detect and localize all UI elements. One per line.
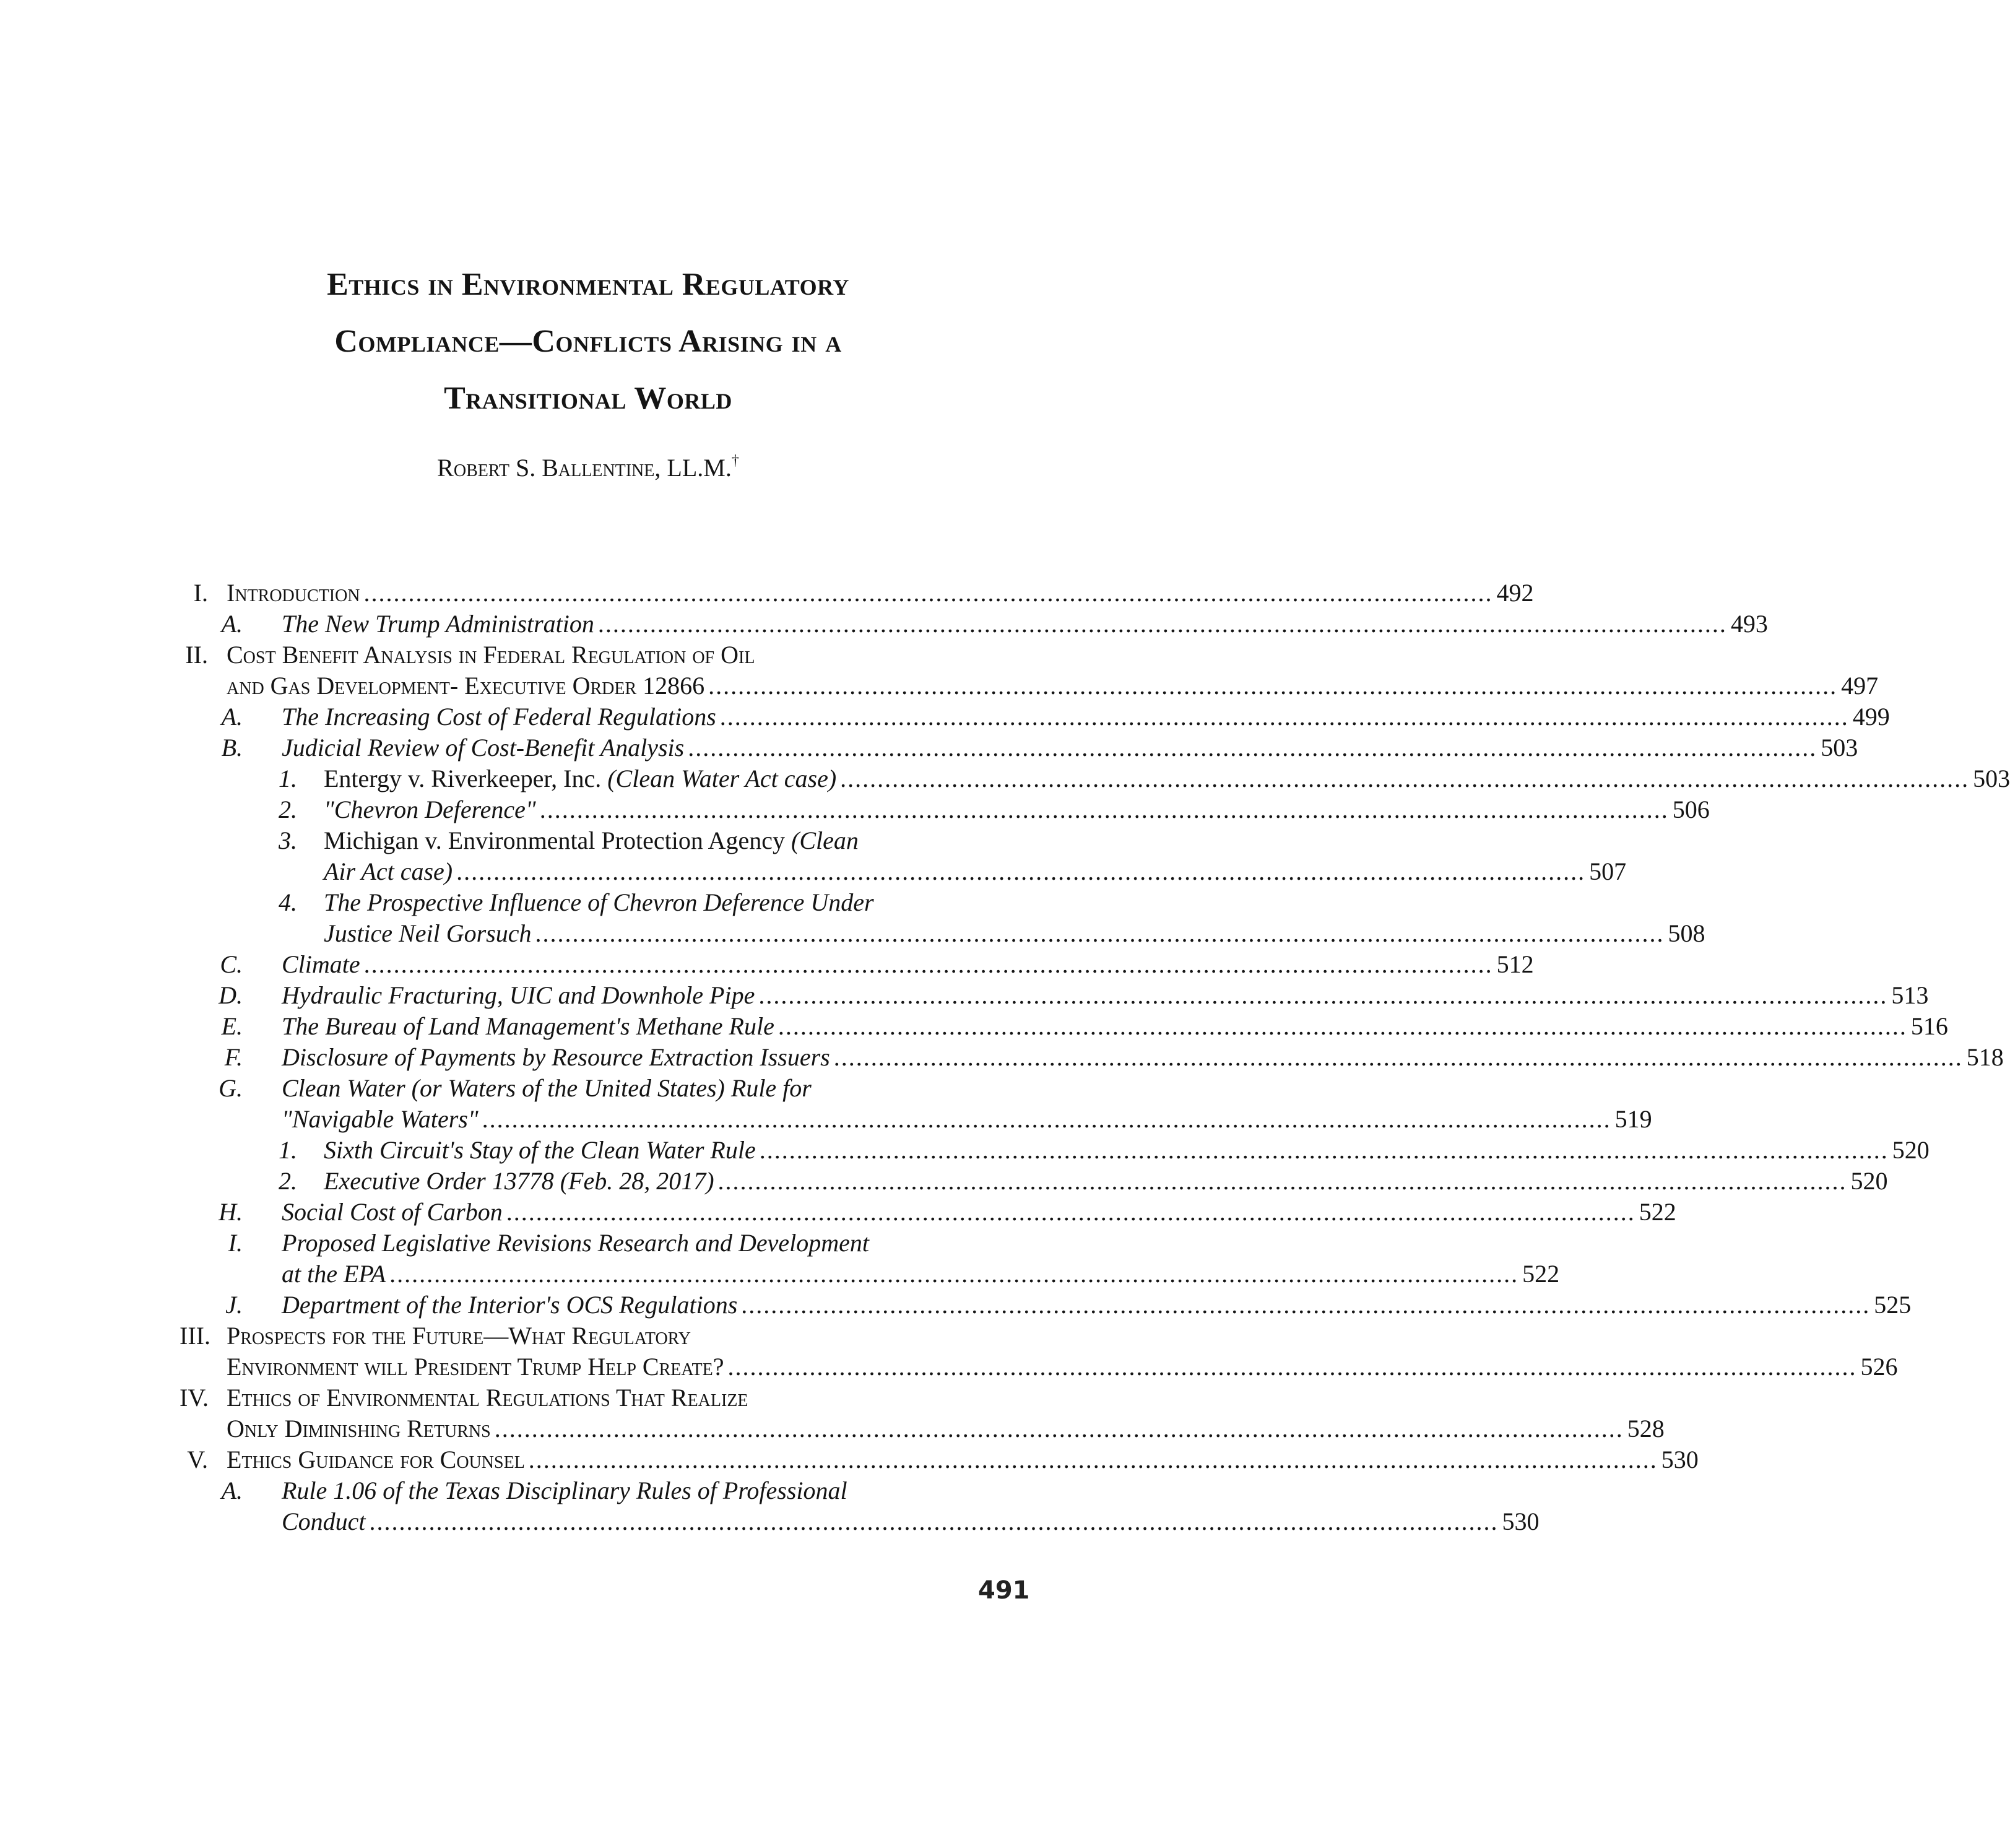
toc-text-italic: (Clean Water Act case): [607, 765, 837, 792]
toc-number: A.: [221, 610, 243, 638]
toc-number: D.: [219, 981, 243, 1009]
toc-text: The Prospective Influence of Chevron Deference Under: [324, 888, 874, 916]
toc-page: 499: [1852, 703, 1890, 731]
toc-page: 530: [1502, 1507, 1540, 1535]
toc-text: The Increasing Cost of Federal Regulations: [282, 703, 716, 731]
toc-number: 3.: [279, 826, 297, 854]
toc-text: Cost Benefit Analysis in Federal Regulation of Oil: [227, 641, 755, 669]
toc-number: 1.: [279, 765, 297, 792]
toc-text: Clean Water (or Waters of the United States) Rule for: [282, 1074, 812, 1102]
toc-leader: ........................................................................................................................................................: [597, 610, 1727, 638]
toc-page: 518: [1966, 1043, 2004, 1071]
toc-leader: ........................................................................................................................................................: [688, 734, 1817, 761]
toc-text-continued: Environment will President Trump Help Create?: [227, 1353, 724, 1381]
toc-page: 507: [1589, 857, 1627, 885]
toc-leader: ........................................................................................................................................................: [778, 1012, 1907, 1040]
toc-number: 2.: [279, 1167, 297, 1195]
toc-page: 522: [1522, 1260, 1560, 1288]
toc-leader: ........................................................................................................................................................: [719, 703, 1849, 731]
toc-page: 493: [1730, 610, 1768, 638]
toc-number: III.: [180, 1322, 210, 1350]
toc-text-continued: and Gas Development- Executive Order 12866: [227, 672, 705, 700]
toc-leader: ........................................................................................................................................................: [833, 1043, 1963, 1071]
toc-page: 503: [1821, 734, 1858, 761]
toc-page: 506: [1672, 796, 1710, 823]
toc-leader: ........................................................................................................................................................: [727, 1353, 1857, 1381]
toc-number: G.: [219, 1074, 243, 1102]
toc-text: Michigan v. Environmental Protection Agency: [324, 826, 792, 854]
toc-leader: ........................................................................................................................................................: [369, 1507, 1499, 1535]
toc-leader: ........................................................................................................................................................: [389, 1260, 1519, 1288]
toc-number: J.: [225, 1291, 243, 1319]
toc-leader: ........................................................................................................................................................: [494, 1415, 1624, 1442]
toc-number: B.: [221, 734, 243, 761]
toc-number: A.: [221, 703, 243, 731]
toc-text: Hydraulic Fracturing, UIC and Downhole Pipe: [282, 981, 755, 1009]
toc-text: "Chevron Deference": [324, 796, 536, 823]
toc-page: 520: [1892, 1136, 1930, 1164]
toc-text-continued: "Navigable Waters": [282, 1105, 479, 1133]
toc-page: 513: [1891, 981, 1929, 1009]
toc-page: 528: [1627, 1415, 1665, 1442]
toc-text: Introduction: [227, 579, 360, 607]
toc-text: Disclosure of Payments by Resource Extraction Issuers: [282, 1043, 830, 1071]
toc-page: 526: [1860, 1353, 1898, 1381]
toc-leader: ........................................................................................................................................................: [528, 1446, 1658, 1473]
toc-text: Ethics Guidance for Counsel: [227, 1446, 525, 1473]
toc-text-continued: Air Act case): [324, 857, 453, 885]
toc-leader: ........................................................................................................................................................: [506, 1198, 1635, 1226]
toc-text: Ethics of Environmental Regulations That Realize: [227, 1384, 748, 1412]
toc-page: 508: [1668, 919, 1705, 947]
toc-leader: ........................................................................................................................................................: [363, 950, 1493, 978]
toc-number: C.: [220, 950, 243, 978]
toc-page: 520: [1850, 1167, 1888, 1195]
toc-text: Judicial Review of Cost-Benefit Analysis: [282, 734, 685, 761]
toc-text: The New Trump Administration: [282, 610, 594, 638]
toc-leader: ........................................................................................................................................................: [456, 857, 1586, 885]
toc-leader: ........................................................................................................................................................: [741, 1291, 1871, 1319]
toc-page: 512: [1496, 950, 1534, 978]
toc-number: I.: [193, 579, 208, 607]
toc-leader: ........................................................................................................................................................: [759, 1136, 1889, 1164]
toc-page: 519: [1614, 1105, 1652, 1133]
toc-number: E.: [221, 1012, 243, 1040]
toc-leader: ........................................................................................................................................................: [758, 981, 1888, 1009]
toc-text: Proposed Legislative Revisions Research and Development: [282, 1229, 870, 1257]
toc-leader: ........................................................................................................................................................: [717, 1167, 1847, 1195]
toc-number: A.: [221, 1477, 243, 1504]
toc-leader: ........................................................................................................................................................: [708, 672, 1838, 700]
toc-leader: ........................................................................................................................................................: [539, 796, 1669, 823]
toc-page: 492: [1496, 579, 1534, 607]
toc-number: I.: [228, 1229, 243, 1257]
toc-text: Prospects for the Future—What Regulatory: [227, 1322, 691, 1350]
toc-number: F.: [224, 1043, 243, 1071]
toc-number: IV.: [180, 1384, 209, 1412]
toc-text-continued: Justice Neil Gorsuch: [324, 919, 532, 947]
toc-number: V.: [187, 1446, 208, 1473]
toc-page: 530: [1661, 1446, 1699, 1473]
toc-text: Department of the Interior's OCS Regulations: [282, 1291, 738, 1319]
title-line-1: Ethics in Environmental Regulatory: [327, 267, 849, 302]
toc-leader: ........................................................................................................................................................: [840, 765, 1970, 792]
toc-number: 4.: [279, 888, 297, 916]
author-footnote-mark: †: [731, 452, 739, 469]
page-number: 491: [978, 1576, 1030, 1605]
title-line-2: Compliance—Conflicts Arising in a: [334, 324, 842, 359]
toc-text: Climate: [282, 950, 360, 978]
toc-text: Social Cost of Carbon: [282, 1198, 503, 1226]
toc-number: 1.: [279, 1136, 297, 1164]
toc-text-continued: at the EPA: [282, 1260, 386, 1288]
toc-text: Entergy v. Riverkeeper, Inc.: [324, 765, 608, 792]
toc-number: H.: [219, 1198, 243, 1226]
toc-page: 525: [1874, 1291, 1912, 1319]
toc-text-continued: Conduct: [282, 1507, 366, 1535]
toc-leader: ........................................................................................................................................................: [363, 579, 1493, 607]
toc-page: 516: [1910, 1012, 1948, 1040]
toc-page: 497: [1841, 672, 1879, 700]
toc-text-continued: Only Diminishing Returns: [227, 1415, 491, 1442]
title-line-3: Transitional World: [444, 381, 732, 416]
author-name: Robert S. Ballentine, LL.M.: [437, 454, 732, 482]
toc-leader: ........................................................................................................................................................: [482, 1105, 1611, 1133]
toc-number: II.: [185, 641, 208, 669]
toc-text: Sixth Circuit's Stay of the Clean Water Rule: [324, 1136, 756, 1164]
toc-text-italic: (Clean: [791, 826, 859, 854]
toc-number: 2.: [279, 796, 297, 823]
toc-text: The Bureau of Land Management's Methane Rule: [282, 1012, 774, 1040]
toc-text: Rule 1.06 of the Texas Disciplinary Rules of Professional: [282, 1477, 847, 1504]
toc-text: Executive Order 13778 (Feb. 28, 2017): [324, 1167, 714, 1195]
toc-page: 522: [1639, 1198, 1676, 1226]
toc-leader: ........................................................................................................................................................: [535, 919, 1665, 947]
toc-page: 503: [1973, 765, 2010, 792]
